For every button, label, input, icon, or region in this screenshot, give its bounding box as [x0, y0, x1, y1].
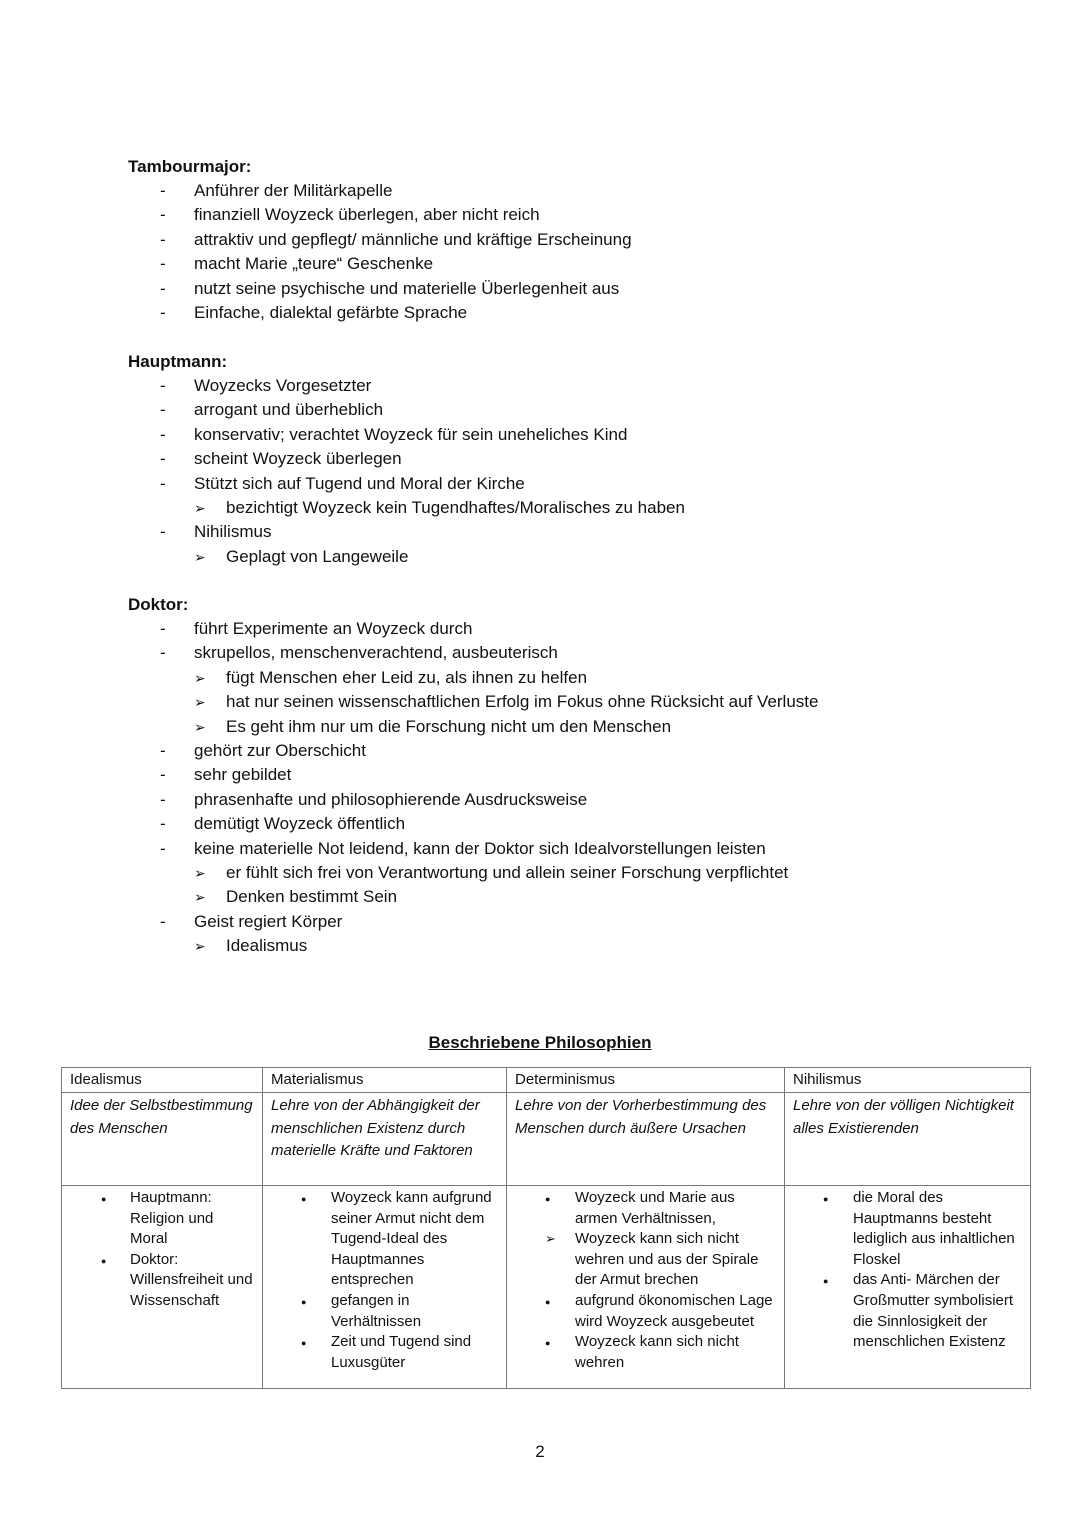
list-item: - Nihilismus: [128, 520, 685, 544]
list-item: - Anführer der Militärkapelle: [128, 179, 632, 203]
section-heading: Tambourmajor:: [128, 157, 252, 176]
column-header: Idealismus: [62, 1068, 263, 1093]
example-item: ● die Moral des Hauptmanns besteht lediglich aus inhaltlichen Floskel: [793, 1188, 1022, 1270]
sub-list-item: ➢ Es geht ihm nur um die Forschung nicht um den Menschen: [128, 715, 818, 739]
list-item: - konservativ; verachtet Woyzeck für sein uneheliches Kind: [128, 423, 685, 447]
sub-list-item: ➢ hat nur seinen wissenschaftlichen Erfolg im Fokus ohne Rücksicht auf Verluste: [128, 690, 818, 714]
list-item: - macht Marie „teure“ Geschenke: [128, 252, 632, 276]
definition-cell: Lehre von der Abhängigkeit der menschlichen Existenz durch materielle Kräfte und Faktoren: [263, 1093, 507, 1186]
table-header-row: [62, 1068, 1031, 1093]
list-item: - keine materielle Not leidend, kann der Doktor sich Idealvorstellungen leisten: [128, 837, 818, 861]
item-list: [128, 374, 685, 569]
list-item: - scheint Woyzeck überlegen: [128, 447, 685, 471]
list-item: - demütigt Woyzeck öffentlich: [128, 812, 818, 836]
example-item: ● Woyzeck kann aufgrund seiner Armut nicht dem Tugend-Ideal des Hauptmannes entsprechen: [271, 1188, 498, 1291]
list-item: - arrogant und überheblich: [128, 398, 685, 422]
list-item: - attraktiv und gepflegt/ männliche und kräftige Erscheinung: [128, 228, 632, 252]
section-heading: Hauptmann:: [128, 352, 228, 371]
examples-cell: [507, 1186, 785, 1389]
example-item: ● Zeit und Tugend sind Luxusgüter: [271, 1332, 498, 1373]
sub-list-item: ➢ Idealismus: [128, 934, 818, 958]
section-doktor: [128, 593, 818, 958]
example-item: ● Hauptmann: Religion und Moral: [70, 1188, 254, 1250]
section-heading: Doktor:: [128, 595, 189, 614]
list-item: - Einfache, dialektal gefärbte Sprache: [128, 301, 632, 325]
list-item: - finanziell Woyzeck überlegen, aber nicht reich: [128, 203, 632, 227]
item-list: [128, 179, 632, 325]
table-title: Beschriebene Philosophien: [428, 1033, 652, 1052]
definition-cell: Idee der Selbstbestimmung des Menschen: [62, 1093, 263, 1186]
example-item: ● gefangen in Verhältnissen: [271, 1291, 498, 1332]
sub-list-item: ➢ fügt Menschen eher Leid zu, als ihnen zu helfen: [128, 666, 818, 690]
column-header: Materialismus: [263, 1068, 507, 1093]
list-item: - führt Experimente an Woyzeck durch: [128, 617, 818, 641]
sub-list-item: ➢ Geplagt von Langeweile: [128, 545, 685, 569]
example-item: ● das Anti- Märchen der Großmutter symbolisiert die Sinnlosigkeit der menschlichen Existenz: [793, 1270, 1022, 1352]
example-item: ➢ Woyzeck kann sich nicht wehren und aus der Spirale der Armut brechen: [515, 1229, 776, 1291]
examples-cell: [62, 1186, 263, 1389]
list-item: - nutzt seine psychische und materielle Überlegenheit aus: [128, 277, 632, 301]
column-header: Nihilismus: [785, 1068, 1031, 1093]
list-item: - Stützt sich auf Tugend und Moral der Kirche: [128, 472, 685, 496]
column-header: Determinismus: [507, 1068, 785, 1093]
list-item: - Woyzecks Vorgesetzter: [128, 374, 685, 398]
example-item: ● aufgrund ökonomischen Lage wird Woyzeck ausgebeutet: [515, 1291, 776, 1332]
definition-row: [62, 1093, 1031, 1186]
examples-row: [62, 1186, 1031, 1389]
definition-cell: Lehre von der völligen Nichtigkeit alles Existierenden: [785, 1093, 1031, 1186]
section-tambourmajor: [128, 155, 632, 325]
list-item: - sehr gebildet: [128, 763, 818, 787]
list-item: - gehört zur Oberschicht: [128, 739, 818, 763]
item-list: [128, 617, 818, 958]
definition-cell: Lehre von der Vorherbestimmung des Menschen durch äußere Ursachen: [507, 1093, 785, 1186]
example-item: ● Woyzeck und Marie aus armen Verhältnissen,: [515, 1188, 776, 1229]
examples-cell: [785, 1186, 1031, 1389]
examples-cell: [263, 1186, 507, 1389]
page-number: 2: [535, 1442, 545, 1461]
example-item: ● Woyzeck kann sich nicht wehren: [515, 1332, 776, 1373]
sub-list-item: ➢ bezichtigt Woyzeck kein Tugendhaftes/Moralisches zu haben: [128, 496, 685, 520]
list-item: - skrupellos, menschenverachtend, ausbeuterisch: [128, 641, 818, 665]
philosophy-table: [61, 1067, 1031, 1389]
list-item: - Geist regiert Körper: [128, 910, 818, 934]
sub-list-item: ➢ er fühlt sich frei von Verantwortung und allein seiner Forschung verpflichtet: [128, 861, 818, 885]
list-item: - phrasenhafte und philosophierende Ausdrucksweise: [128, 788, 818, 812]
section-hauptmann: [128, 350, 685, 569]
sub-list-item: ➢ Denken bestimmt Sein: [128, 885, 818, 909]
example-item: ● Doktor: Willensfreiheit und Wissenschaft: [70, 1250, 254, 1312]
